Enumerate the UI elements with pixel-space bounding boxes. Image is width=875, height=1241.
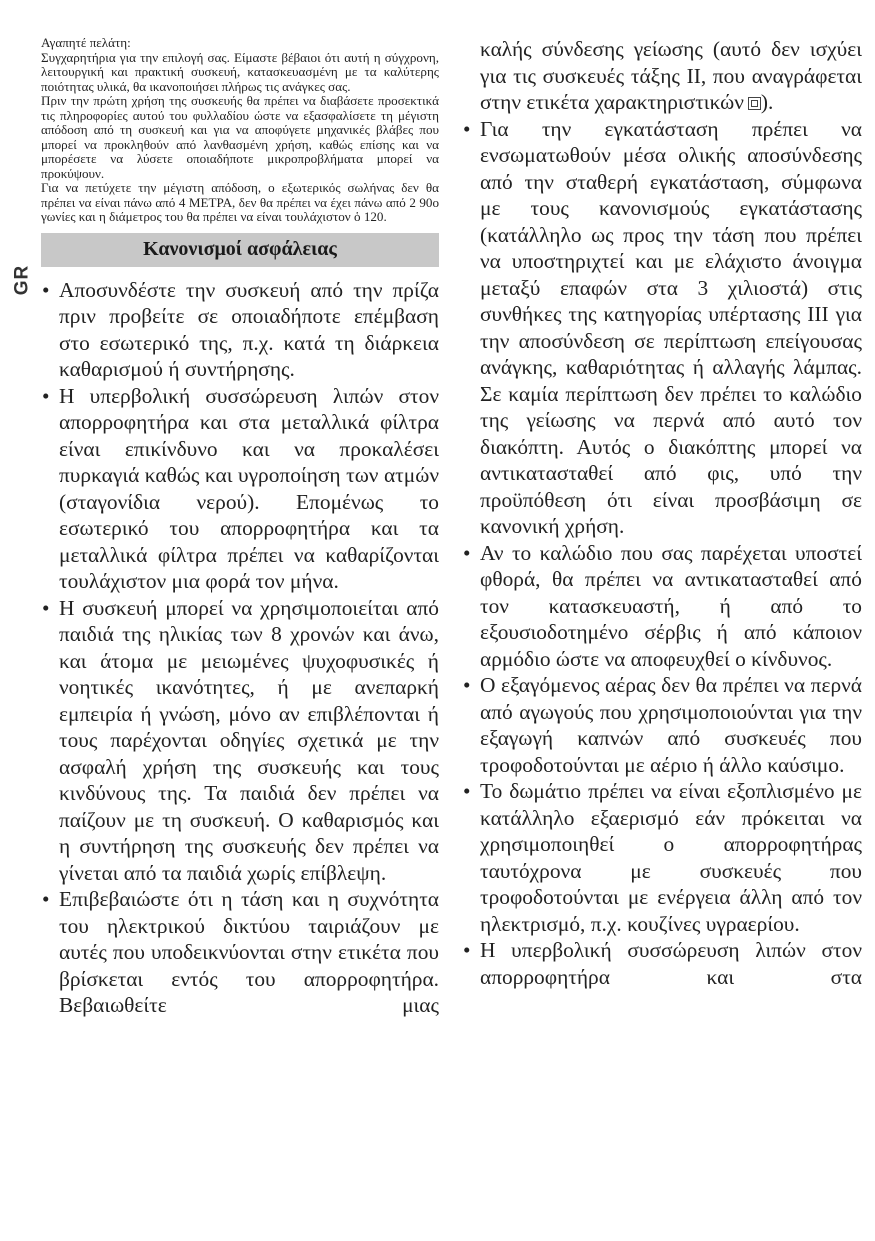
list-item: • Για την εγκατάσταση πρέπει να ενσωματωθούν μέσα ολικής αποσύνδεσης από την σταθερή εγκατάσταση, σύμφωνα με τους κανονισμούς εγκατάστασης (κατάλληλο ως προς την τάση που πρέπει να υποστηριχτεί και με ελάχιστο άνοιγμα μεταξύ επαφών στα 3 χιλιοστά) στις συνθήκες της κατηγορίας υπέρτασης III για την αποσύνδεση σε περίπτωση επείγουσας ανάγκης, καθαριότητας ή αλλαγής λάμπας. Σε καμία περίπτωση δεν πρέπει το καλώδιο της γείωσης να περνά από αυτό τον διακόπτη. Αυτός ο διακόπτης μπορεί να αντικατασταθεί από φις, υπό την προϋπόθεση ότι είναι προσβάσιμη σε κανονική χρήση.	[462, 116, 862, 540]
list-item: • Επιβεβαιώστε ότι η τάση και η συχνότητα του ηλεκτρικού δικτύου ταιριάζουν με αυτές που υποδεικνύονται στην ετικέτα που βρίσκεται εντός του απορροφητήρα. Βεβαιωθείτε μιας	[41, 886, 439, 1019]
list-item: • Ο εξαγόμενος αέρας δεν θα πρέπει να περνά από αγωγούς που χρησιμοποιούνται για την εξαγωγή καπνών από συσκευές που τροφοδοτούνται με αέριο ή άλλο καύσιμο.	[462, 672, 862, 778]
section-heading-safety: Κανονισμοί ασφάλειας	[41, 233, 439, 267]
safety-list-right	[462, 116, 862, 991]
intro-paragraph: Συγχαρητήρια για την επιλογή σας. Είμαστε βέβαιοι ότι αυτή η σύγχρονη, λειτουργική και πρακτική συσκευή, κατασκευασμένη με τα καλύτερης ποιότητας υλικά, θα ικανοποιήσει πλήρως τις ανάγκες σας.	[41, 49, 439, 94]
list-item: • Αποσυνδέστε την συσκευή από την πρίζα πριν προβείτε σε οποιαδήποτε επέμβαση στο εσωτερικό της, π.χ. κατά τη διάρκεια καθαρισμού ή συντήρησης.	[41, 277, 439, 383]
intro-paragraph: Πριν την πρώτη χρήση της συσκευής θα πρέπει να διαβάσετε προσεκτικά τις πληροφορίες αυτού του φυλλαδίου ώστε να εξασφαλίσετε τη μέγιστη απόδοση από τη συσκευή και για να αποφύγετε μηχανικές βλάβες που μπορεί να προκληθούν από λανθασμένη χρήση, καθώς επίσης και να μπορέσετε να λύσετε οποιαδήποτε μικροπροβλήματα μπορεί να προκύψουν.	[41, 93, 439, 181]
intro-paragraph: Για να πετύχετε την μέγιστη απόδοση, ο εξωτερικός σωλήνας δεν θα πρέπει να είναι πάνω από 4 ΜΕΤΡΑ, δεν θα πρέπει να έχει πάνω από 2 90ο γωνίες και η διάμετρος του θα πρέπει να είναι τουλάχιστον ὁ 120.	[41, 180, 439, 224]
list-item: • Το δωμάτιο πρέπει να είναι εξοπλισμένο με κατάλληλο εξαερισμό εάν πρόκειται να χρησιμοποιηθεί ο απορροφητήρας ταυτόχρονα με συσκευές που τροφοδοτούνται με ενέργεια άλλη από τον ηλεκτρισμό, π.χ. κουζίνες υγραερίου.	[462, 778, 862, 937]
intro-text	[41, 36, 439, 225]
list-item: • Η συσκευή μπορεί να χρησιμοποιείται από παιδιά της ηλικίας των 8 χρονών και άνω, και άτομα με μειωμένες ψυχοφυσικές ή νοητικές ικανότητες, ή με ανεπαρκή εμπειρία ή γνώση, μόνο αν επιβλέπονται ή τους παρέχονται οδηγίες σχετικά με την ασφαλή χρήση της συσκευής και τους κινδύνους της. Τα παιδιά δεν πρέπει να παίζουν με τη συσκευή. Ο καθαρισμός και η συντήρηση της συσκευής δεν πρέπει να γίνεται από τα παιδιά χωρίς επίβλεψη.	[41, 595, 439, 887]
right-column	[462, 36, 862, 990]
language-tab	[10, 255, 34, 305]
class-ii-double-square-icon	[748, 97, 761, 110]
list-item: • Αν το καλώδιο που σας παρέχεται υποστεί φθορά, θα πρέπει να αντικατασταθεί από τον κατασκευαστή, ή από το εξουσιοδοτημένο σέρβις ή από κάποιον αρμόδιο ώστε να αποφευχθεί ο κίνδυνος.	[462, 540, 862, 673]
continued-paragraph	[462, 36, 862, 116]
continued-text-end: ).	[760, 90, 774, 114]
safety-list-left	[41, 277, 439, 1019]
continued-text: καλής σύνδεσης γείωσης (αυτό δεν ισχύει για τις συσκευές τάξης II, που αναγράφεται στην ετικέτα χαρακτηριστικών	[480, 37, 862, 114]
list-item: • Η υπερβολική συσσώρευση λιπών στον απορροφητήρα και στα	[462, 937, 862, 990]
list-item: • Η υπερβολική συσσώρευση λιπών στον απορροφητήρα και στα μεταλλικά φίλτρα είναι επικίνδυνο και να προκαλέσει πυρκαγιά καθώς και υγροποίηση των ατμών (σταγονίδια νερού). Επομένως το εσωτερικό του απορροφητήρα και τα μεταλλικά φίλτρα πρέπει να καθαρίζονται τουλάχιστον μια φορά τον μήνα.	[41, 383, 439, 595]
language-code: GR	[11, 264, 32, 296]
greeting: Αγαπητέ πελάτη:	[41, 35, 131, 50]
left-column	[41, 36, 439, 1019]
